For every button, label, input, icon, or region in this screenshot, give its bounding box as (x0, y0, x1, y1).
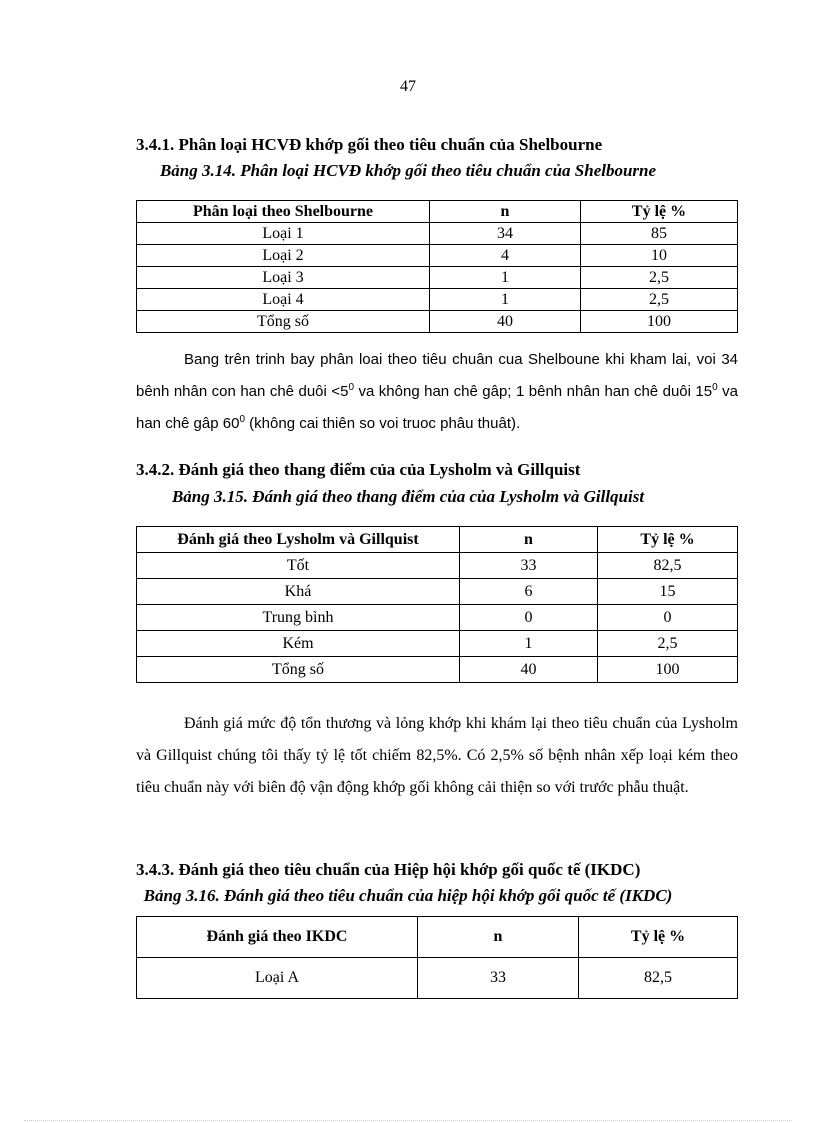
table-cell: 40 (460, 657, 598, 683)
table-cell: 0 (460, 605, 598, 631)
table-cell: Khá (137, 579, 460, 605)
table-cell: Loại 4 (137, 289, 430, 311)
table-cell: Loại 2 (137, 245, 430, 267)
section-heading-341: 3.4.1. Phân loại HCVĐ khớp gối theo tiêu chuẩn của Shelbourne (136, 135, 603, 154)
table-cell: 6 (460, 579, 598, 605)
paragraph-part: va không han chê gâp; 1 bênh nhân han chê duôi 15 (354, 383, 713, 400)
table-row-total (137, 657, 738, 683)
table-row (137, 223, 738, 245)
table-cell: 82,5 (598, 553, 738, 579)
section-heading-343: 3.4.3. Đánh giá theo tiêu chuẩn của Hiệp hội khớp gối quốc tế (IKDC) (136, 860, 641, 879)
table-cell: 33 (460, 553, 598, 579)
table-cell: 100 (581, 311, 738, 333)
header-percent: Tỷ lệ % (598, 527, 738, 553)
table-cell: 2,5 (598, 631, 738, 657)
table-cell: 2,5 (581, 267, 738, 289)
table-cell: Tổng số (137, 657, 460, 683)
table-caption-316: Bảng 3.16. Đánh giá theo tiêu chuẩn của hiệp hội khớp gối quốc tế (IKDC) (143, 886, 673, 905)
table-cell: 40 (430, 311, 581, 333)
header-n: n (418, 917, 579, 958)
section-heading-342: 3.4.2. Đánh giá theo thang điểm của của Lysholm và Gillquist (136, 460, 581, 479)
paragraph-lysholm (136, 708, 738, 804)
table-cell: 15 (598, 579, 738, 605)
paragraph-part: Bang trên trinh bay phân loai theo tiêu chuân cua Shelboune khi kham lai, voi 34 bênh nhân con han chê duôi <5 (136, 351, 738, 400)
header-n: n (460, 527, 598, 553)
table-row (137, 289, 738, 311)
table-cell: 4 (430, 245, 581, 267)
table-caption-315: Bảng 3.15. Đánh giá theo thang điểm của của Lysholm và Gillquist (171, 487, 645, 506)
table-header-row (137, 917, 738, 958)
table-row (137, 579, 738, 605)
paragraph-text: Đánh giá mức độ tổn thương và lỏng khớp khi khám lại theo tiêu chuẩn của Lysholm và Gillquist chúng tôi thấy tỷ lệ tốt chiếm 82,5%. Có 2,5% số bệnh nhân xếp loại kém theo tiêu chuẩn này với biên độ vận động khớp gối không cải thiện so với trước phẫu thuật. (136, 715, 738, 796)
table-row (137, 245, 738, 267)
page-number: 47 (400, 78, 416, 95)
table-cell: 1 (460, 631, 598, 657)
table-row (137, 631, 738, 657)
table-row (137, 958, 738, 999)
table-cell: 1 (430, 289, 581, 311)
table-row (137, 267, 738, 289)
header-percent: Tỷ lệ % (579, 917, 738, 958)
table-header-row (137, 527, 738, 553)
table-row (137, 553, 738, 579)
table-row-total (137, 311, 738, 333)
table-cell: 34 (430, 223, 581, 245)
table-cell: Loại A (137, 958, 418, 999)
header-assessment: Đánh giá theo Lysholm và Gillquist (137, 527, 460, 553)
table-cell: 85 (581, 223, 738, 245)
superscript: 0 (712, 382, 718, 393)
table-cell: Kém (137, 631, 460, 657)
superscript: 0 (239, 414, 245, 425)
table-cell: Tổng số (137, 311, 430, 333)
table-cell: 33 (418, 958, 579, 999)
table-shelbourne (136, 200, 738, 333)
table-row (137, 605, 738, 631)
table-cell: 82,5 (579, 958, 738, 999)
footer-rule (24, 1120, 792, 1121)
header-classification: Phân loại theo Shelbourne (137, 201, 430, 223)
table-cell: 100 (598, 657, 738, 683)
paragraph-text (136, 344, 738, 440)
table-caption-314: Bảng 3.14. Phân loại HCVĐ khớp gối theo tiêu chuẩn của Shelbourne (159, 161, 657, 180)
table-cell: Loại 3 (137, 267, 430, 289)
table-cell: 1 (430, 267, 581, 289)
header-n: n (430, 201, 581, 223)
header-percent: Tỷ lệ % (581, 201, 738, 223)
table-cell: 10 (581, 245, 738, 267)
paragraph-shelbourne (136, 344, 738, 440)
table-cell: Trung bình (137, 605, 460, 631)
table-cell: 0 (598, 605, 738, 631)
paragraph-part: (không cai thiên so voi truoc phâu thuât). (245, 415, 521, 432)
table-cell: Tốt (137, 553, 460, 579)
table-header-row (137, 201, 738, 223)
header-assessment: Đánh giá theo IKDC (137, 917, 418, 958)
paragraph-part: va han chê gâp 60 (136, 383, 739, 432)
table-lysholm (136, 526, 738, 683)
table-cell: 2,5 (581, 289, 738, 311)
table-cell: Loại 1 (137, 223, 430, 245)
superscript: 0 (348, 382, 354, 393)
table-ikdc (136, 916, 738, 999)
